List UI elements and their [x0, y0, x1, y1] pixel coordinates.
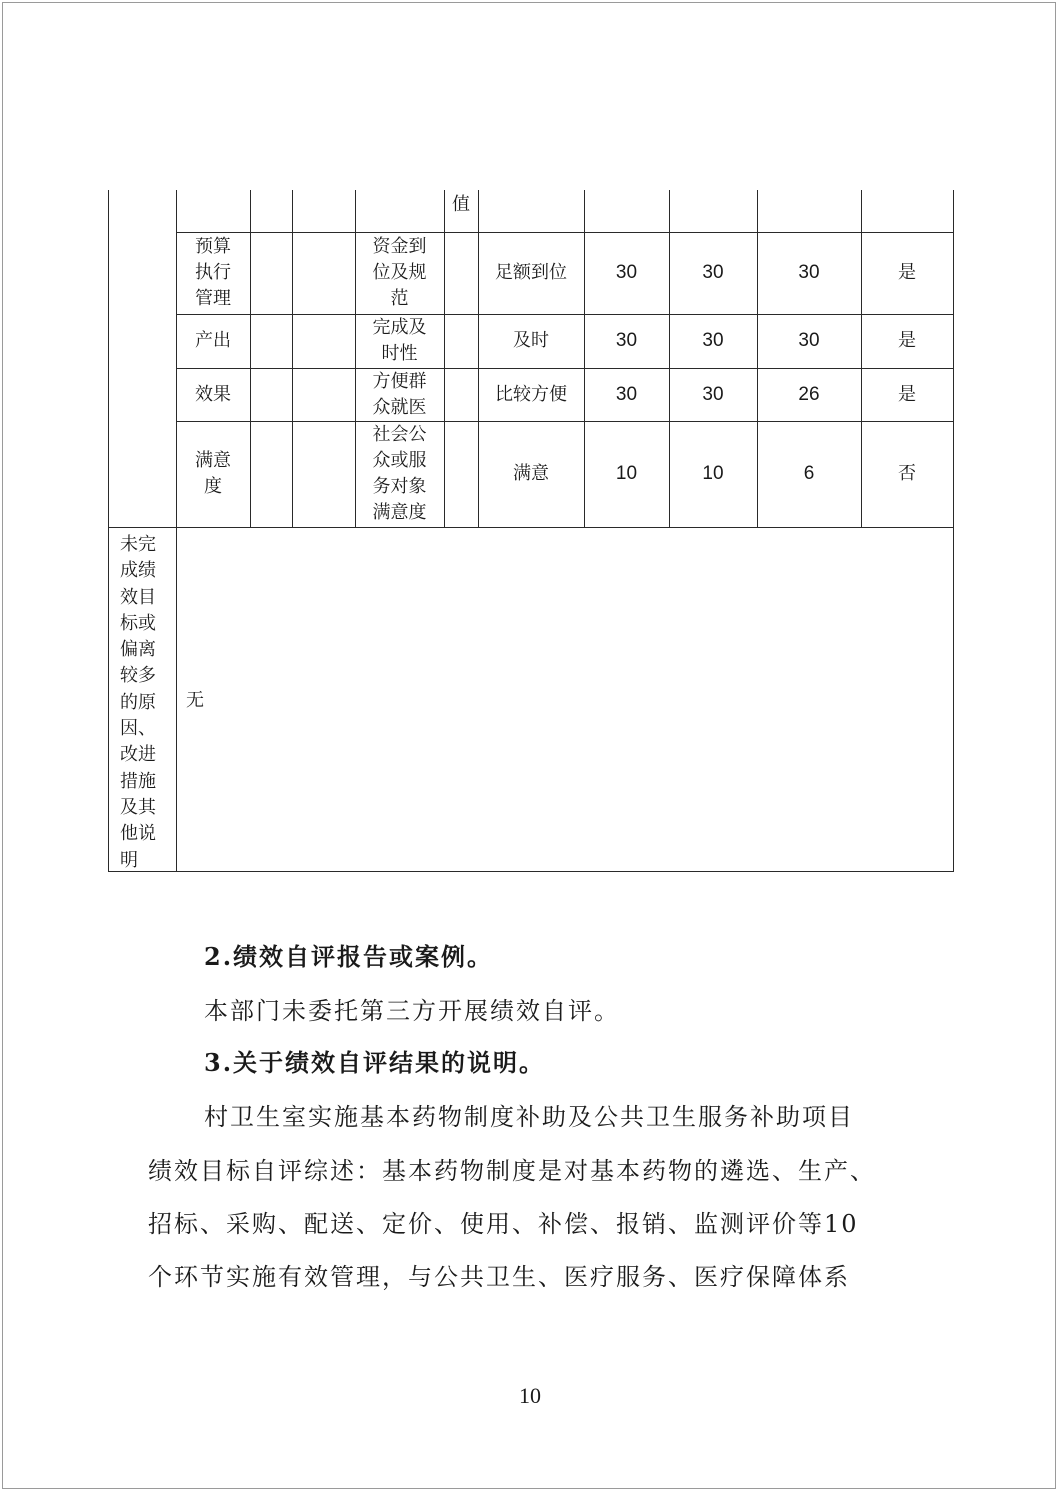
- table-cell-text: 30: [702, 330, 724, 351]
- table-cell: [355, 421, 444, 527]
- table-cell-text: 社会公 众或服 务对象 满意度: [372, 424, 427, 523]
- table-cell-text: 产出: [195, 330, 231, 351]
- table-cell: [584, 368, 669, 421]
- table-cell: [355, 314, 444, 368]
- table-cell: [669, 421, 757, 527]
- table-cell-text: 比较方便: [495, 383, 567, 405]
- table-cell-text: 6: [803, 463, 815, 484]
- page-number: 10: [519, 1383, 541, 1408]
- table-cell-text: 预算 执行 管理: [195, 236, 231, 309]
- table-cell: [444, 190, 478, 232]
- table-cell: [176, 232, 250, 314]
- table-cell-text: 10: [615, 463, 638, 484]
- table-cell-text: 26: [798, 383, 820, 405]
- table-border-bottom: [108, 871, 954, 872]
- table-cell: [861, 368, 953, 421]
- table-cell-text: 是: [898, 383, 916, 405]
- table-cell: [584, 421, 669, 527]
- table-row-divider: [108, 527, 954, 528]
- reason-label: 未完 成绩 效目 标或 偏离 较多 的原 因、 改进 措施 及其 他说 明: [120, 534, 156, 871]
- table-cell: [861, 421, 953, 527]
- table-col-divider: [292, 190, 293, 528]
- table-cell: [176, 368, 250, 421]
- table-cell-text: 30: [615, 330, 638, 351]
- table-cell: [669, 368, 757, 421]
- table-cell-text: 完成及 时性: [372, 317, 427, 364]
- table-cell: [478, 368, 584, 421]
- table-cell-text: 效果: [195, 383, 231, 405]
- table-cell-text: 30: [702, 383, 724, 405]
- table-cell-text: 足额到位: [495, 262, 567, 283]
- table-cell-text: 值: [452, 194, 470, 215]
- table-border-right: [953, 190, 954, 871]
- paragraph-line-3: 招标、采购、配送、定价、使用、补偿、报销、监测评价等10: [148, 1210, 859, 1238]
- table-col-divider: [250, 190, 251, 528]
- table-cell: [478, 421, 584, 527]
- paragraph-no-third-party: 本部门未委托第三方开展绩效自评。: [204, 997, 620, 1025]
- heading-self-evaluation-report: 2.绩效自评报告或案例。: [204, 942, 494, 971]
- table-cell-text: 否: [898, 463, 916, 484]
- paragraph-line-2: 绩效目标自评综述：基本药物制度是对基本药物的遴选、生产、: [148, 1157, 876, 1185]
- table-cell: [757, 421, 861, 527]
- table-cell-text: 30: [615, 262, 638, 283]
- table-cell: [861, 232, 953, 314]
- table-cell: [478, 232, 584, 314]
- reason-value: 无: [186, 690, 204, 711]
- table-cell-text: 30: [702, 262, 724, 283]
- table-cell: [584, 232, 669, 314]
- table-cell: [355, 368, 444, 421]
- paragraph-line-1: 村卫生室实施基本药物制度补助及公共卫生服务补助项目: [204, 1103, 854, 1131]
- table-cell-text: 是: [898, 262, 916, 283]
- table-cell: [584, 314, 669, 368]
- table-cell: [176, 314, 250, 368]
- heading-result-explanation: 3.关于绩效自评结果的说明。: [204, 1048, 546, 1077]
- table-cell-text: 10: [702, 463, 724, 484]
- table-cell-text: 满意: [513, 463, 549, 484]
- table-cell: [757, 314, 861, 368]
- table-cell-text: 30: [798, 262, 820, 283]
- table-cell-text: 方便群 众就医: [372, 370, 427, 418]
- table-cell: [757, 232, 861, 314]
- table-cell-text: 及时: [513, 330, 549, 351]
- table-cell: [176, 421, 250, 527]
- table-col-divider: [444, 190, 445, 528]
- table-cell: [478, 314, 584, 368]
- table-cell: [669, 314, 757, 368]
- table-cell: [669, 232, 757, 314]
- table-cell-text: 30: [615, 383, 638, 405]
- table-cell: [861, 314, 953, 368]
- table-cell-text: 是: [898, 330, 916, 351]
- table-cell: [355, 232, 444, 314]
- table-col-divider: [176, 527, 177, 871]
- table-cell-text: 30: [798, 330, 820, 351]
- table-cell-text: 资金到 位及规 范: [372, 236, 427, 309]
- table-cell-text: 满意 度: [195, 450, 231, 497]
- table-cell: [757, 368, 861, 421]
- paragraph-line-4: 个环节实施有效管理，与公共卫生、医疗服务、医疗保障体系: [148, 1263, 850, 1291]
